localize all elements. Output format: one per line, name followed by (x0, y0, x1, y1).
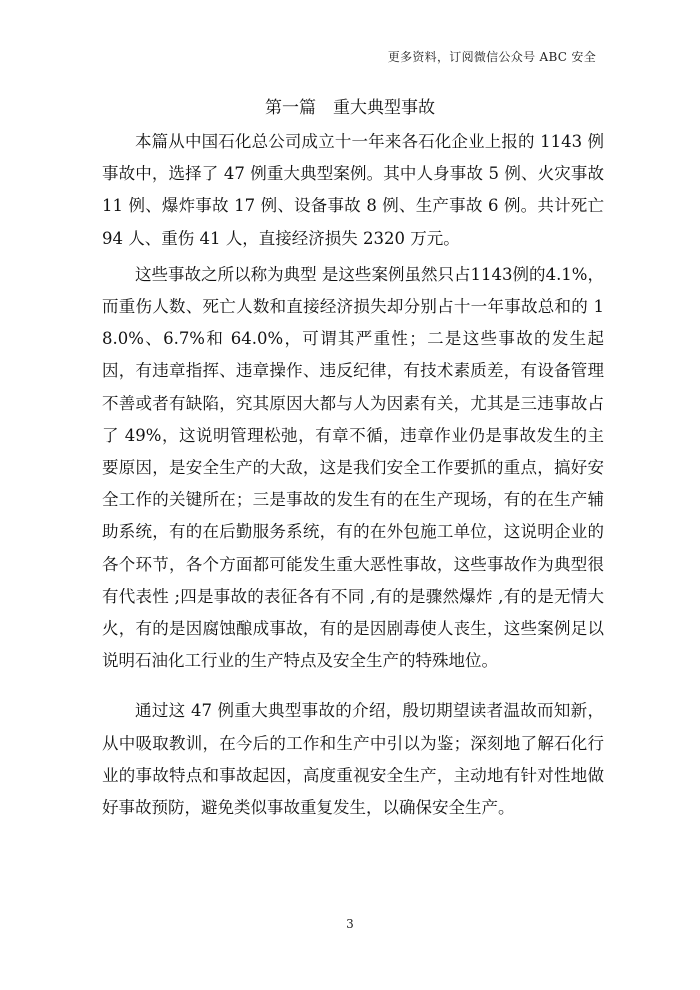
header-note: 更多资料，订阅微信公众号 ABC 安全 (387, 50, 596, 64)
body-text (102, 126, 604, 824)
page-number: 3 (346, 917, 354, 931)
paragraph-conclusion: 通过这 47 例重大典型事故的介绍，殷切期望读者温故而知新，从中吸取教训，在今后的工作和生产中引以为鉴；深刻地了解石化行业的事故特点和事故起因，高度重视安全生产，主动地有针对性地做好事故预防，避免类似事故重复发生，以确保安全生产。 (102, 701, 604, 818)
page-title: 第一篇 重大典型事故 (265, 98, 435, 118)
paragraph-typical-reasons: 这些事故之所以称为典型 是这些案例虽然只占1143例的4.1%，而重伤人数、死亡人数和直接经济损失却分别占十一年事故总和的 18.0%、6.7%和 64.0%，可谓其严重性；二是这些事故的发生起因，有违章指挥、违章操作、违反纪律，有技术素质差，有设备管理不善或者有缺陷，究其原因大都与人为因素有关，尤其是三违事故占了 49%，这说明管理松弛，有章不循，违章作业仍是事故发生的主要原因，是安全生产的大敌，这是我们安全工作要抓的重点，搞好安全工作的关键所在；三是事故的发生有的在生产现场，有的在生产辅助系统，有的在后勤服务系统，有的在外包施工单位，这说明企业的各个环节，各个方面都可能发生重大恶性事故，这些事故作为典型很有代表性 ;四是事故的表征各有不同 ,有的是骤然爆炸 ,有的是无情大火，有的是因腐蚀酿成事故，有的是因剧毒使人丧生，这些案例足以说明石油化工行业的生产特点及安全生产的特殊地位。 (102, 264, 604, 671)
paragraph-intro: 本篇从中国石化总公司成立十一年来各石化企业上报的 1143 例事故中，选择了 47 例重大典型案例。其中人身事故 5 例、火灾事故 11 例、爆炸事故 17 例、设备事故 8 例、生产事故 6 例。共计死亡 94 人、重伤 41 人，直接经济损失 2320 万元。 (102, 132, 604, 248)
